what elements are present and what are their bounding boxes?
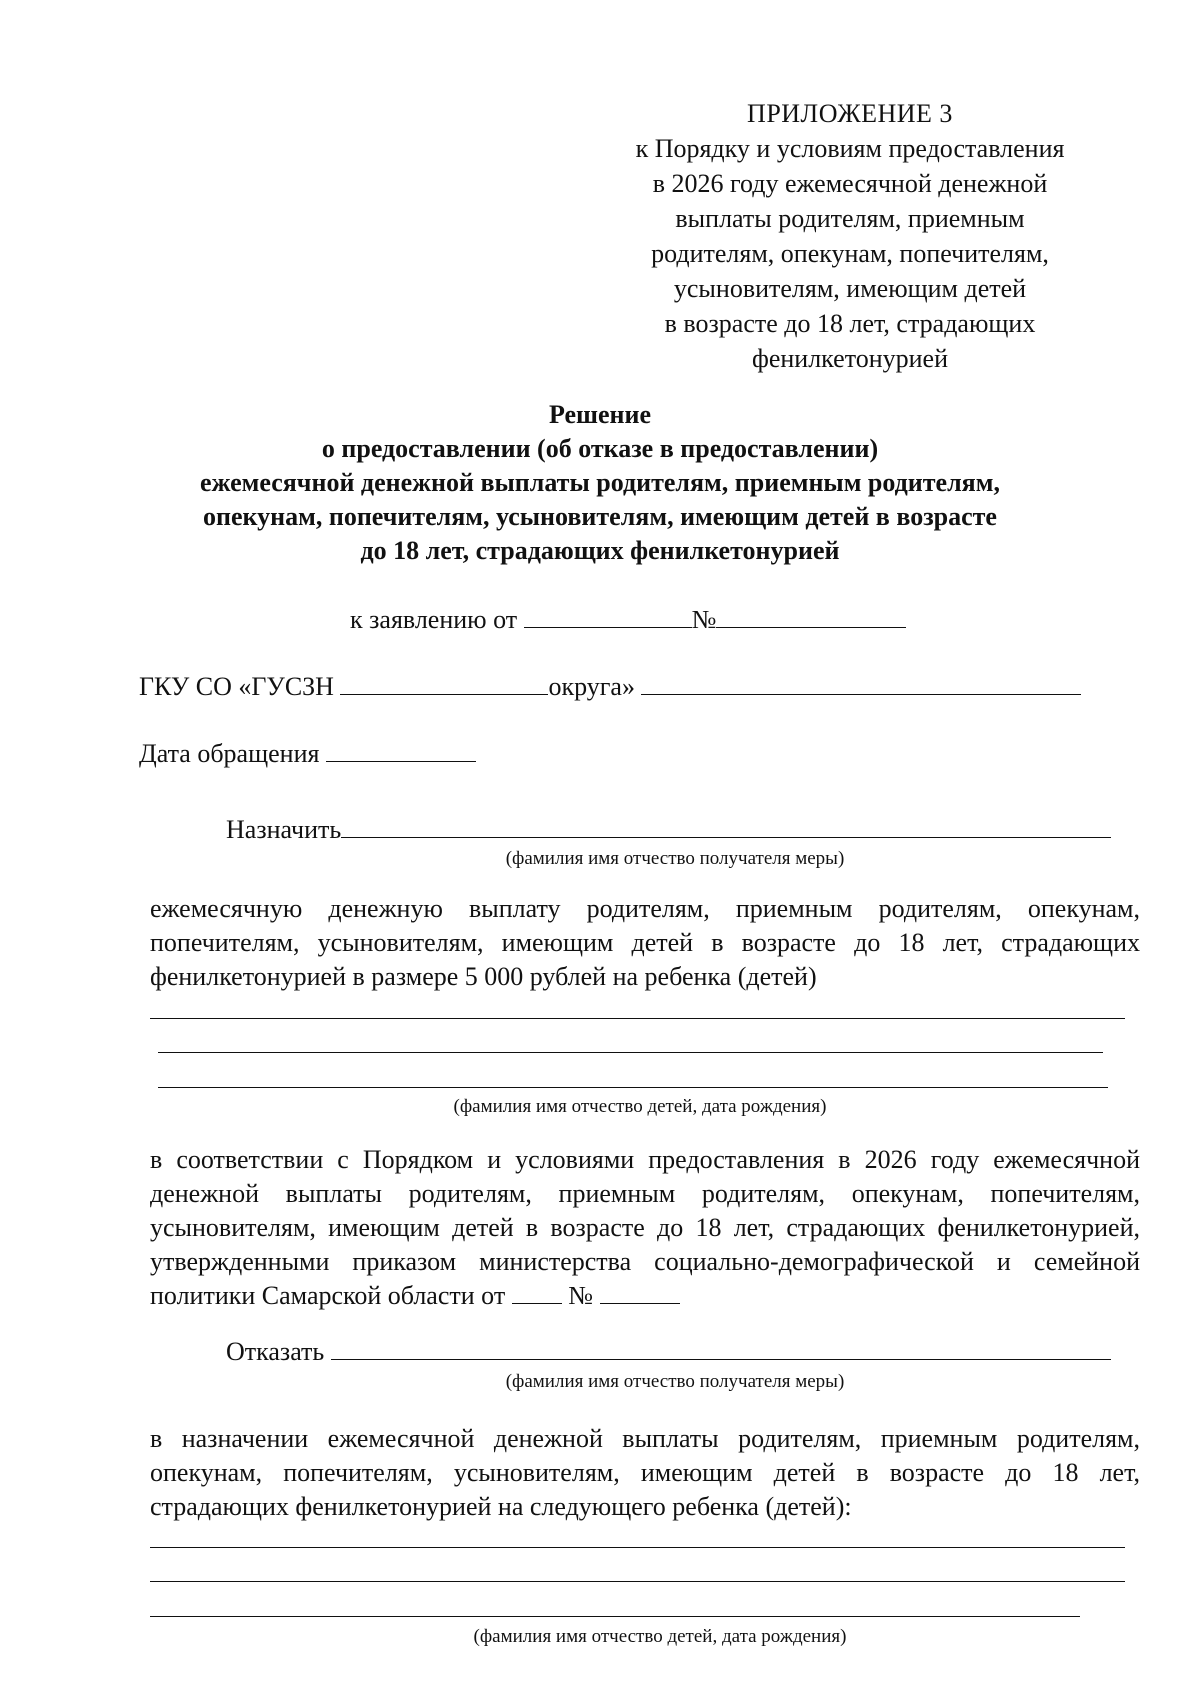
- title-line: Решение: [548, 400, 652, 429]
- assign-recipient-field[interactable]: [341, 813, 1111, 838]
- office-prefix: ГКУ СО «ГУСЗН: [139, 672, 334, 701]
- refuse-text: в назначении ежемесячной денежной выплаты родителям, приемным родителям, опекунам, попечителям, усыновителям, имеющим детей в возрасте до 18 лет, страдающих фенилкетонурией на следующего ребенка (детей):: [150, 1424, 1140, 1521]
- order-date-field[interactable]: [512, 1279, 562, 1304]
- application-date-field[interactable]: [524, 603, 692, 628]
- appendix-line: в возрасте до 18 лет, страдающих: [664, 309, 1036, 338]
- assign-recipient-caption: (фамилия имя отчество получателя меры): [505, 848, 845, 869]
- date-field[interactable]: [326, 737, 476, 762]
- order-number-sign: №: [568, 1281, 593, 1310]
- appendix-header: [600, 96, 1100, 376]
- assign-text: ежемесячную денежную выплату родителям, приемным родителям, опекунам, попечителям, усыновителям, имеющим детей в возрасте до 18 лет, страдающих фенилкетонурией в размере 5 000 рублей на ребенка (детей): [150, 894, 1140, 991]
- appendix-line: усыновителям, имеющим детей: [673, 274, 1027, 303]
- application-number-sign: №: [691, 605, 717, 634]
- refuse-children-line-2[interactable]: [150, 1581, 1125, 1582]
- application-label: к заявлению от: [350, 605, 518, 634]
- appendix-line: к Порядку и условиям предоставления: [635, 134, 1065, 163]
- appendix-line: в 2026 году ежемесячной денежной: [652, 169, 1048, 198]
- refuse-label: Отказать: [226, 1337, 325, 1366]
- appendix-line: фенилкетонурией: [751, 344, 948, 373]
- appendix-line: выплаты родителям, приемным: [675, 204, 1025, 233]
- office-name-field[interactable]: [641, 670, 1081, 695]
- title-line: ежемесячной денежной выплаты родителям, приемным родителям,: [200, 468, 1000, 497]
- date-label: Дата обращения: [139, 739, 320, 768]
- application-line: [350, 603, 906, 636]
- refuse-children-line-1[interactable]: [150, 1547, 1125, 1548]
- title-line: опекунам, попечителям, усыновителям, имеющим детей в возрасте: [203, 502, 997, 531]
- office-district-field[interactable]: [340, 670, 548, 695]
- date-line: [139, 737, 476, 770]
- title-line: о предоставлении (об отказе в предоставлении): [321, 434, 879, 463]
- basis-text: в соответствии с Порядком и условиями предоставления в 2026 году ежемесячной денежной выплаты родителям, приемным родителям, опекунам, попечителям, усыновителям, имеющим детей в возрасте до 18 лет, страдающих фенилкетонурией, утвержденными приказом министерства социально-демографической и семейной политики Самарской области от №: [150, 1145, 1140, 1310]
- order-number-field[interactable]: [600, 1279, 680, 1304]
- assign-line: [226, 813, 1111, 846]
- title-line: до 18 лет, страдающих фенилкетонурией: [360, 536, 840, 565]
- application-number-field[interactable]: [716, 603, 906, 628]
- assign-children-line-3[interactable]: [158, 1087, 1108, 1088]
- assign-children-caption: (фамилия имя отчество детей, дата рождения): [453, 1096, 827, 1117]
- office-suffix: округа»: [548, 672, 635, 701]
- refuse-line: [226, 1335, 1111, 1368]
- office-line: [139, 670, 1081, 703]
- refuse-children-caption: (фамилия имя отчество детей, дата рождения): [473, 1626, 847, 1647]
- assign-label: Назначить: [226, 815, 342, 844]
- appendix-number: ПРИЛОЖЕНИЕ 3: [747, 99, 953, 128]
- refuse-children-line-3[interactable]: [150, 1616, 1080, 1617]
- refuse-recipient-field[interactable]: [331, 1335, 1111, 1360]
- document-title: [150, 398, 1050, 568]
- assign-children-line-1[interactable]: [150, 1018, 1125, 1019]
- assign-children-line-2[interactable]: [158, 1052, 1103, 1053]
- refuse-recipient-caption: (фамилия имя отчество получателя меры): [505, 1371, 845, 1392]
- appendix-line: родителям, опекунам, попечителям,: [651, 239, 1049, 268]
